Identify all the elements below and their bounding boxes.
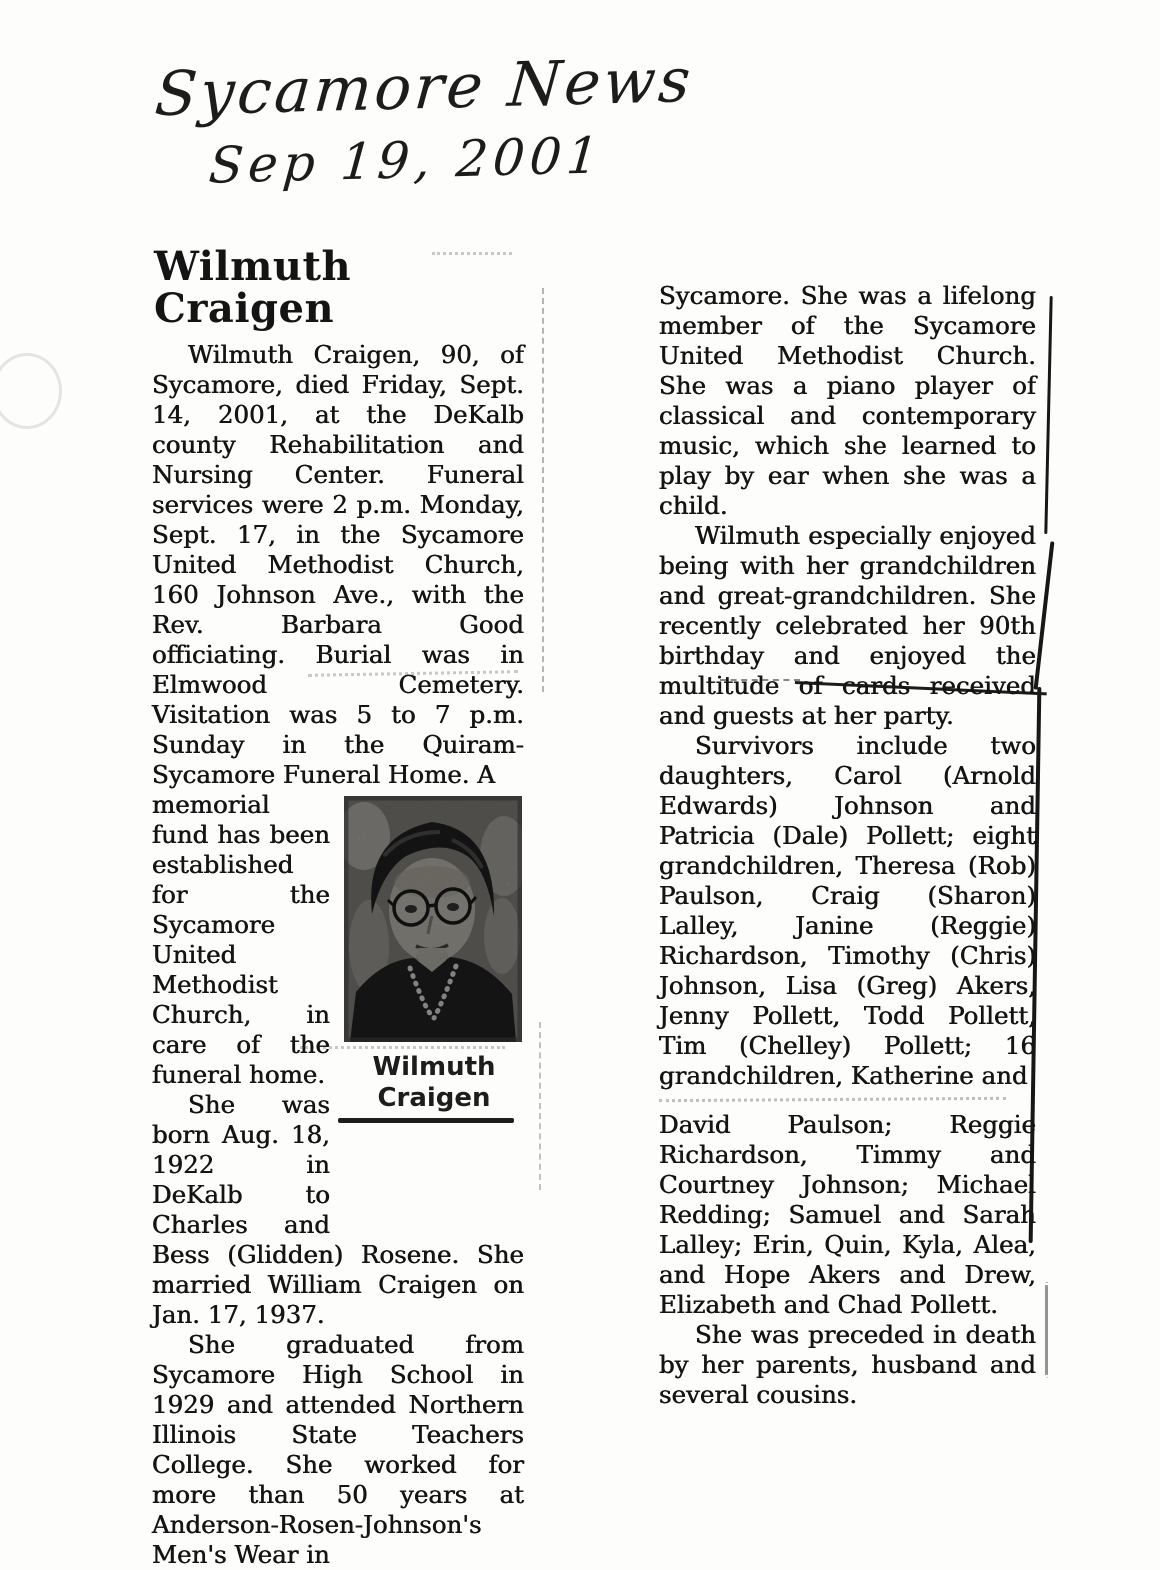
- obituary-right-column: [659, 281, 1036, 1410]
- para-survivors-1: Survivors include two daughters, Carol (Arnold Edwards) Johnson and Patricia (Dale) Pollett; eight grandchildren, Theresa (Rob) Paulson, Craig (Sharon) Lalley, Janine (Reggie) Richardson, Timothy (Chris) Johnson, Lisa (Greg) Akers, Jenny Pollett, Todd Pollett, Tim (Chelley) Pollett; 16 grandchildren, Katherine and: [659, 731, 1036, 1090]
- para-survivors-2: David Paulson; Reggie Richardson, Timmy and Courtney Johnson; Michael Redding; Samuel and Sarah Lalley; Erin, Quin, Kyla, Alea, and Hope Akers and Drew, Elizabeth and Chad Pollett.: [659, 1110, 1036, 1319]
- handwritten-note: [154, 45, 695, 196]
- tear-gap-artifact: [659, 1097, 1006, 1102]
- photo-figure: [344, 796, 524, 1123]
- handwritten-publication: Sycamore News: [152, 44, 696, 131]
- torn-edge-line-1: [1044, 296, 1052, 534]
- portrait-photo: [344, 796, 522, 1042]
- para-intro: Wilmuth Craigen, 90, of Sycamore, died Friday, Sept. 14, 2001, at the DeKalb county Rehabilitation and Nursing Center. Funeral services were 2 p.m. Monday, Sept. 17, in the Sycamore United Methodist Church, 160 Johnson Ave., with the Rev. Barbara Good officiating. Burial was in Elmwood Cemetery. Visitation was 5 to 7 p.m. Sunday in the Quiram-Sycamore Funeral Home. A: [152, 340, 524, 789]
- obituary-left-column: [152, 243, 524, 1570]
- para-memorial: memorial fund has been established for the Sycamore United Methodist Church, in care of the funeral home.: [152, 790, 330, 1089]
- punch-hole-mark: [0, 353, 62, 429]
- column-divider-line: [542, 288, 544, 692]
- column-divider-line-lower: [539, 1022, 541, 1190]
- photo-caption-line2: Craigen: [377, 1083, 491, 1113]
- photo-caption-line1: Wilmuth: [372, 1052, 496, 1082]
- torn-edge-line-4: [1045, 1282, 1048, 1378]
- handwritten-date: Sep 19, 2001: [206, 126, 606, 195]
- para-preceded: She was preceded in death by her parents, husband and several cousins.: [659, 1320, 1036, 1409]
- para-continuation: Sycamore. She was a lifelong member of the Sycamore United Methodist Church. She was a piano player of classical and contemporary music, which she learned to play by ear when she was a child.: [659, 281, 1036, 520]
- obituary-headline: Wilmuth Craigen: [154, 243, 352, 332]
- caption-rule: [338, 1118, 514, 1123]
- para-born: She was born Aug. 18, 1922 in DeKalb to Charles and Bess (Glidden) Rosene. She married William Craigen on Jan. 17, 1937.: [152, 1090, 524, 1329]
- photo-caption: [344, 1052, 524, 1123]
- torn-edge-line-2: [1034, 541, 1054, 689]
- para-graduated: She graduated from Sycamore High School in 1929 and attended Northern Illinois State Teachers College. She worked for more than 50 years at Anderson-Rosen-Johnson's Men's Wear in: [152, 1330, 524, 1569]
- para-family: Wilmuth especially enjoyed being with her grandchildren and great-grandchildren. She recently celebrated her 90th birthday and enjoyed the multitude of cards received and guests at her party.: [659, 521, 1036, 730]
